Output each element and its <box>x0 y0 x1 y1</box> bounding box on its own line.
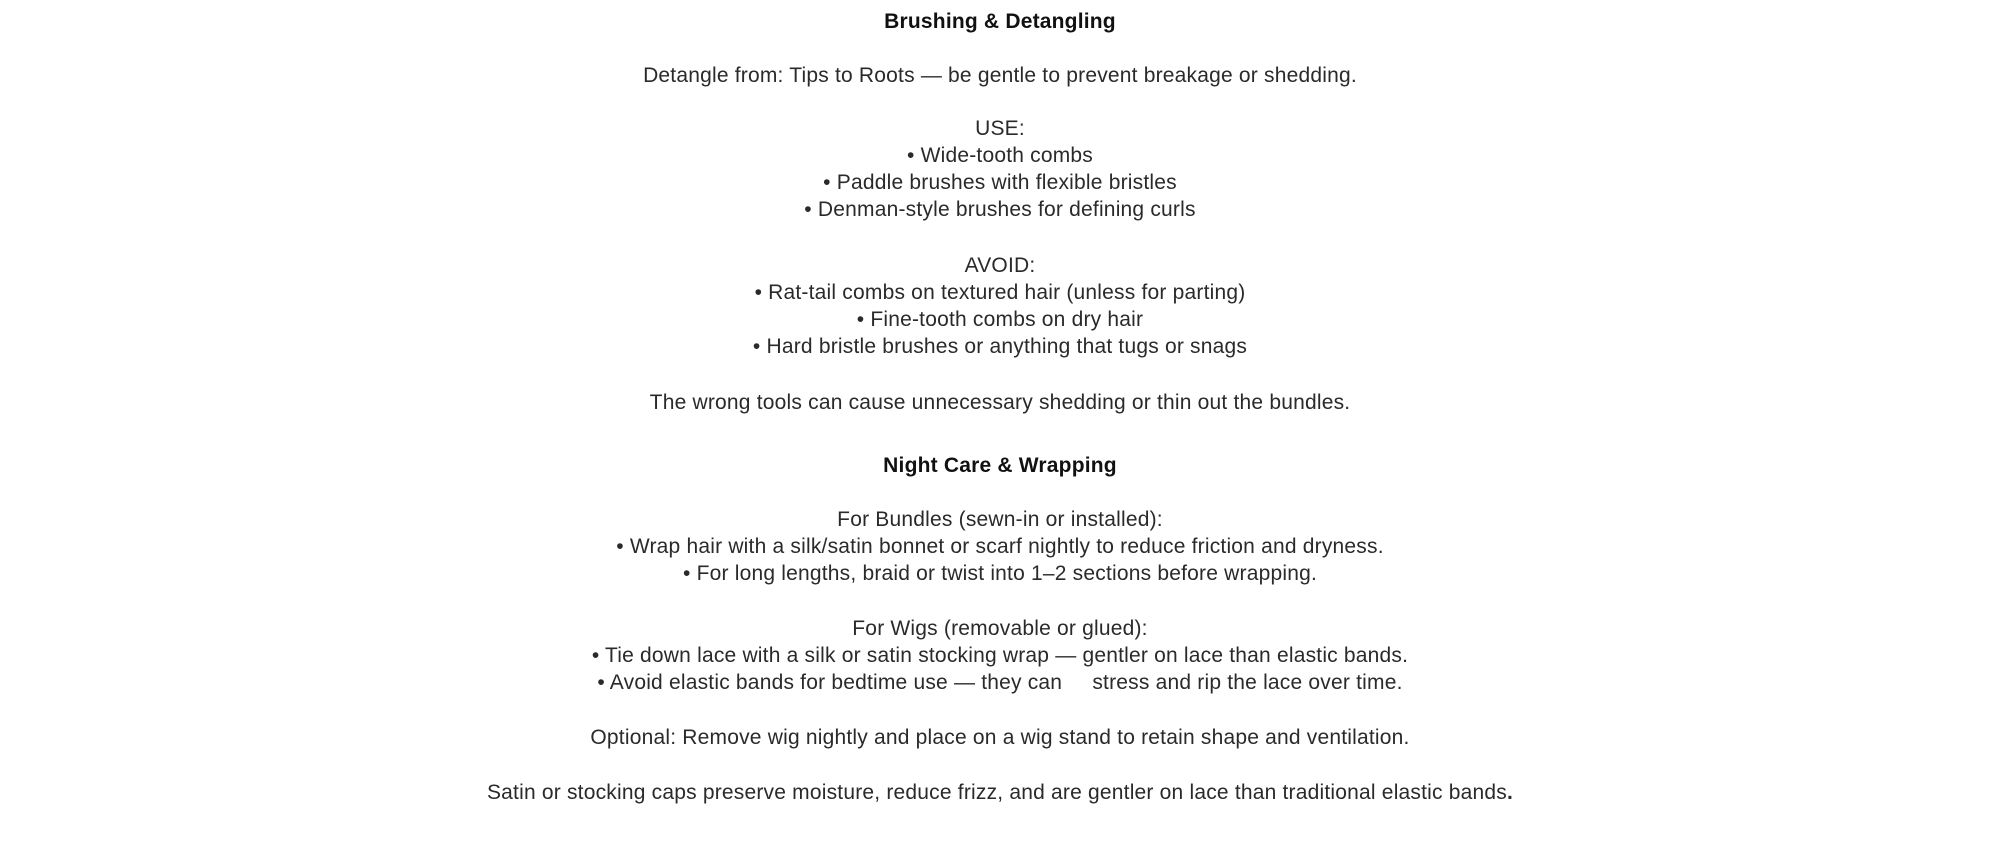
bundles-item: • For long lengths, braid or twist into 1–2 sections before wrapping. <box>683 562 1317 585</box>
use-title: USE: <box>975 117 1025 140</box>
bundles-item: • Wrap hair with a silk/satin bonnet or scarf nightly to reduce friction and dryness. <box>616 535 1384 558</box>
closing-period: . <box>1507 781 1514 804</box>
brushing-heading: Brushing & Detangling <box>884 10 1116 33</box>
avoid-item: • Hard bristle brushes or anything that tugs or snags <box>752 335 1248 358</box>
use-item: • Denman-style brushes for defining curls <box>804 198 1196 221</box>
closing-text: Satin or stocking caps preserve moisture, reduce frizz, and are gentler on lace than traditional elastic bands <box>486 781 1507 804</box>
detangle-intro: Detangle from: Tips to Roots — be gentle to prevent breakage or shedding. <box>643 64 1357 87</box>
bundles-title: For Bundles (sewn-in or installed): <box>837 508 1163 531</box>
avoid-title: AVOID: <box>964 254 1036 277</box>
wigs-item: • Avoid elastic bands for bedtime use — they can stress and rip the lace over time. <box>597 671 1403 694</box>
avoid-item: • Fine-tooth combs on dry hair <box>856 308 1144 331</box>
optional-note: Optional: Remove wig nightly and place on a wig stand to retain shape and ventilation. <box>590 726 1410 749</box>
tools-note: The wrong tools can cause unnecessary shedding or thin out the bundles. <box>649 391 1351 414</box>
wigs-title: For Wigs (removable or glued): <box>852 617 1148 640</box>
night-care-heading: Night Care & Wrapping <box>883 454 1117 477</box>
avoid-item: • Rat-tail combs on textured hair (unless for parting) <box>754 281 1246 304</box>
wigs-item: • Tie down lace with a silk or satin stocking wrap — gentler on lace than elastic bands. <box>591 644 1409 667</box>
closing-note <box>0 779 2000 807</box>
use-item: • Paddle brushes with flexible bristles <box>823 171 1177 194</box>
use-item: • Wide-tooth combs <box>906 144 1094 167</box>
